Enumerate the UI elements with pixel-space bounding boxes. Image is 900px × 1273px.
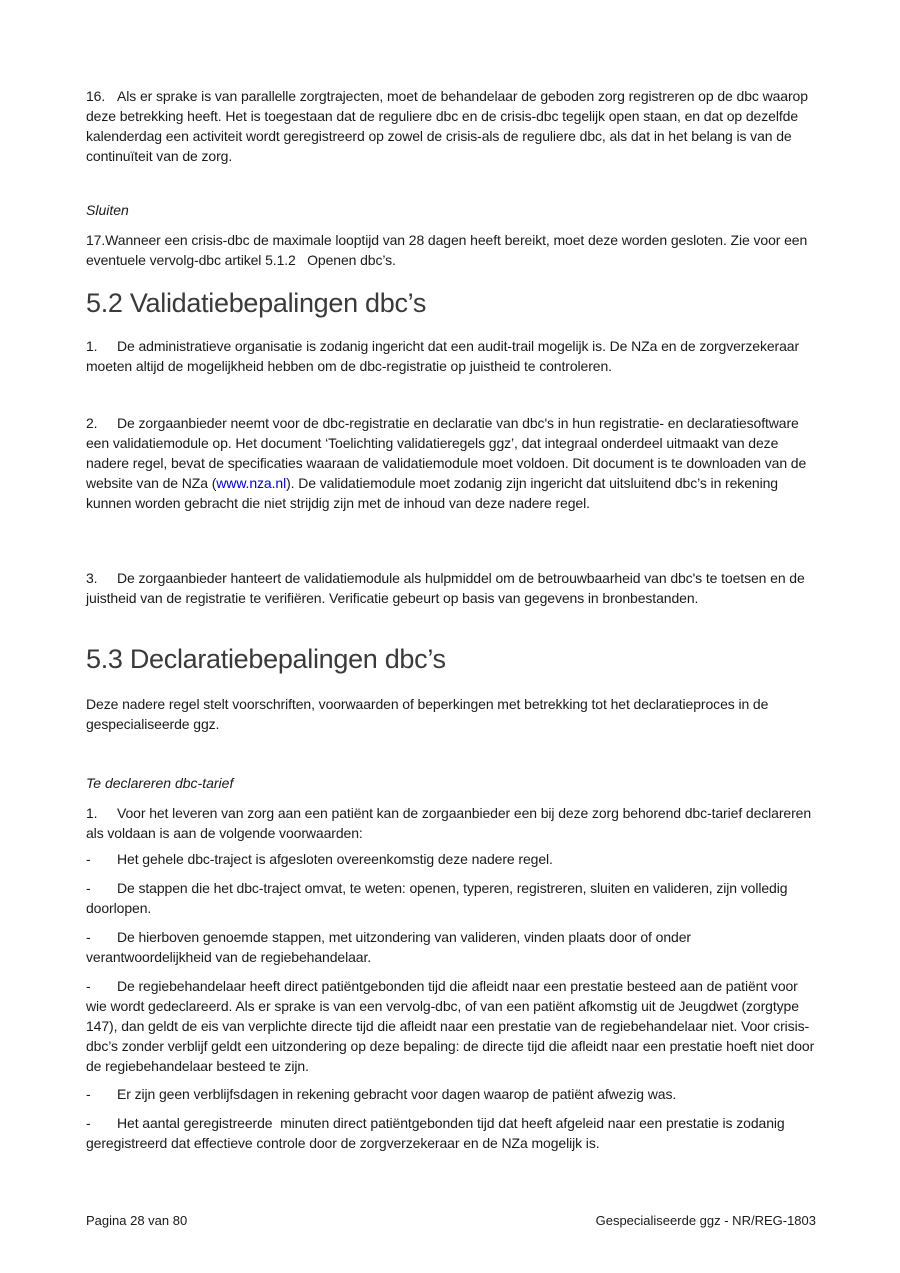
validatie-item-2-text-before-link: De zorgaanbieder neemt voor de dbc-registratie en declaratie van dbc's in hun registratie- en declaratiesoftware een validatiemodule op. Het document ‘Toelichting validatieregels ggz’, dat integraal onderdeel uitmaakt van deze nadere regel, bevat de specificaties waaraan de validatiemodule moet voldoen. Dit document is te downloaden van de website van de NZa ( [86,415,810,491]
validatie-item-2-text-after-link: ). De validatiemodule moet zodanig zijn ingericht dat uitsluitend dbc’s in rekening kunnen worden gebracht die niet strijdig zijn met de inhoud van deze nadere regel. [86,475,782,511]
nza-website-link[interactable]: www.nza.nl [216,475,287,491]
bullet-item [86,878,816,918]
bullet-dash: - [86,1086,91,1102]
paragraph-16-text: Als er sprake is van parallelle zorgtrajecten, moet de behandelaar de geboden zorg registreren op de dbc waarop deze betrekking heeft. Het is toegestaan dat de reguliere dbc en de crisis-dbc tegelijk open staan, en dat op dezelfde kalenderdag een activiteit wordt geregistreerd op zowel de crisis-als de reguliere dbc, als dat in het belang is van de continuïteit van de zorg. [86,88,812,164]
bullet-dash: - [86,880,91,896]
validatie-item-3 [86,568,816,608]
bullet-text: De regiebehandelaar heeft direct patiëntgebonden tijd die afleidt naar een prestatie besteed aan de patiënt voor wie wordt gedeclareerd. Als er sprake is van een vervolg-dbc, of van een patiënt afkomstig uit de Jeugdwet (zorgtype 147), dan geldt de eis van verplichte directe tijd die afleidt naar een prestatie van de regiebehandelaar niet. Voor crisis-dbc’s zonder verblijf geldt een uitzondering op deze bepaling: de directe tijd die afleidt naar een prestatie hoeft niet door de regiebehandelaar besteed te zijn. [86,978,818,1074]
declaratie-intro: Deze nadere regel stelt voorschriften, voorwaarden of beperkingen met betrekking tot het declaratieproces in de gespecialiseerde ggz. [86,696,773,732]
sluiten-subheading: Sluiten [86,202,129,218]
declaratie-item-1 [86,803,816,843]
bullet-item [86,976,816,1076]
bullet-text: De hierboven genoemde stappen, met uitzondering van valideren, vinden plaats door of onder verantwoordelijkheid van de regiebehandelaar. [86,929,695,965]
validatie-item-2 [86,413,816,513]
bullet-dash: - [86,1115,91,1131]
validatie-item-1-number: 1. [86,338,98,354]
declaratie-item-1-text: Voor het leveren van zorg aan een patiënt kan de zorgaanbieder een bij deze zorg behorend dbc-tarief declareren als voldaan is aan de volgende voorwaarden: [86,805,815,841]
paragraph-16-number: 16. [86,88,106,104]
validatie-item-1 [86,336,816,376]
bullet-dash: - [86,978,91,994]
section-heading-5-3: 5.3 Declaratiebepalingen dbc’s [86,644,446,674]
bullet-item [86,849,816,869]
bullet-text: Het aantal geregistreerde minuten direct patiëntgebonden tijd dat heeft afgeleid naar een prestatie is zodanig geregistreerd dat effectieve controle door de zorgverzekeraar en de NZa mogelijk is. [86,1115,789,1151]
bullet-dash: - [86,929,91,945]
validatie-item-2-number: 2. [86,415,98,431]
section-heading-5-2: 5.2 Validatiebepalingen dbc’s [86,288,427,318]
validatie-item-1-text: De administratieve organisatie is zodanig ingericht dat een audit-trail mogelijk is. De NZa en de zorgverzekeraar moeten altijd de mogelijkheid hebben om de dbc-registratie op juistheid te controleren. [86,338,803,374]
validatie-item-3-number: 3. [86,570,98,586]
bullet-text: Het gehele dbc-traject is afgesloten overeenkomstig deze nadere regel. [117,851,553,867]
bullet-item [86,927,816,967]
footer-document-id: Gespecialiseerde ggz - NR/REG-1803 [595,1213,816,1228]
bullet-item [86,1084,816,1104]
footer-page-number: Pagina 28 van 80 [86,1213,188,1228]
bullet-text: Er zijn geen verblijfsdagen in rekening gebracht voor dagen waarop de patiënt afwezig was. [117,1086,677,1102]
paragraph-17: 17.Wanneer een crisis-dbc de maximale looptijd van 28 dagen heeft bereikt, moet deze worden gesloten. Zie voor een eventuele vervolg-dbc artikel 5.1.2 Openen dbc’s. [86,232,811,268]
tarief-subheading: Te declareren dbc-tarief [86,775,234,791]
bullet-item [86,1113,816,1153]
page-footer [86,1212,816,1230]
validatie-item-3-text: De zorgaanbieder hanteert de validatiemodule als hulpmiddel om de betrouwbaarheid van dbc's te toetsen en de juistheid van de registratie te verifiëren. Verificatie gebeurt op basis van gegevens in bronbestanden. [86,570,809,606]
bullet-text: De stappen die het dbc-traject omvat, te weten: openen, typeren, registreren, sluiten en valideren, zijn volledig doorlopen. [86,880,792,916]
declaratie-item-1-number: 1. [86,805,98,821]
paragraph-16 [86,86,816,166]
bullet-dash: - [86,851,91,867]
